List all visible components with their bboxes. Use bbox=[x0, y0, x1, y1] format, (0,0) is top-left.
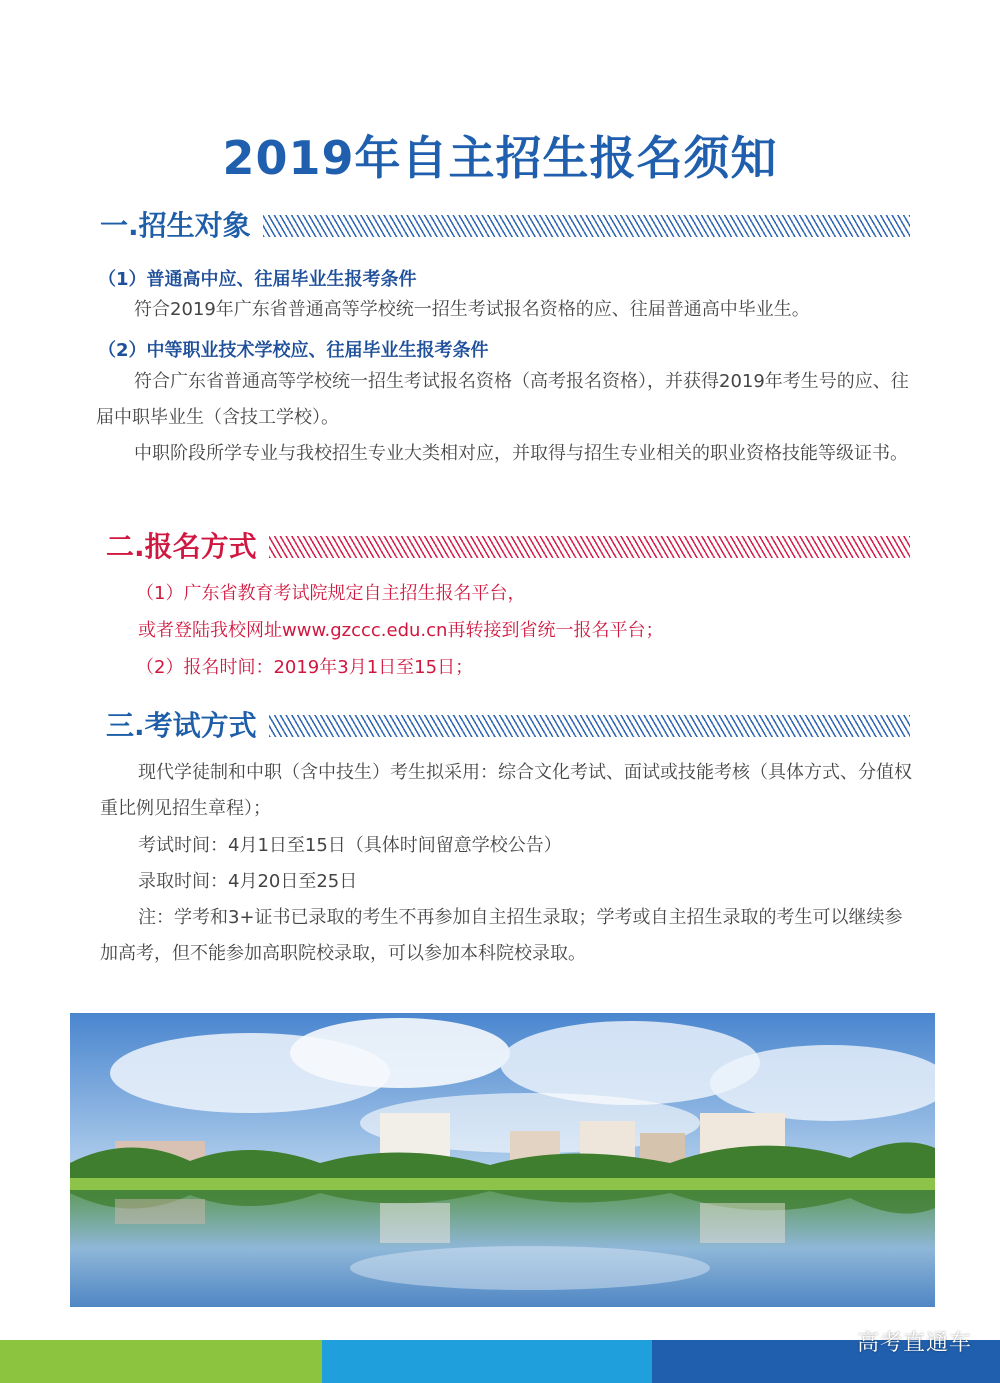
footer-green-segment bbox=[0, 1340, 322, 1383]
heading-hatch-decoration bbox=[269, 536, 910, 558]
watermark-text: 高考直通车 bbox=[856, 1331, 972, 1356]
section-heading-exam-method bbox=[106, 706, 910, 746]
exam-time-line: 考试时间：4月1日至15日（具体时间留意学校公告） bbox=[138, 835, 562, 856]
section-heading-label: 二.报名方式 bbox=[106, 530, 257, 563]
page-title: 2019年自主招生报名须知 bbox=[222, 131, 778, 185]
admission-time-line: 录取时间：4月20日至25日 bbox=[138, 871, 358, 892]
paragraph-vocational-condition: 符合广东省普通高等学校统一招生考试报名资格（高考报名资格），并获得2019年考生号的应、往届中职毕业生（含技工学校）。 bbox=[96, 371, 909, 428]
registration-time-line: （2）报名时间：2019年3月1日至15日； bbox=[136, 657, 474, 678]
section-heading-label: 一.招生对象 bbox=[100, 209, 251, 242]
paragraph-vocational-major: 中职阶段所学专业与我校招生专业大类相对应，并取得与招生专业相关的职业资格技能等级证书。 bbox=[134, 443, 908, 464]
registration-website-line: 或者登陆我校网址www.gzccc.edu.cn再转接到省统一报名平台； bbox=[138, 620, 664, 641]
subsection-title-high-school: （1）普通高中应、往届毕业生报考条件 bbox=[98, 269, 417, 290]
registration-platform-line: （1）广东省教育考试院规定自主招生报名平台， bbox=[136, 583, 526, 604]
section-heading-registration-method bbox=[106, 527, 910, 567]
footer-color-bar bbox=[0, 1340, 1000, 1383]
heading-hatch-decoration bbox=[269, 715, 910, 737]
heading-hatch-decoration bbox=[263, 215, 910, 237]
paragraph-exam-method: 现代学徒制和中职（含中技生）考生拟采用：综合文化考试、面试或技能考核（具体方式、分值权重比例见招生章程）； bbox=[100, 762, 912, 819]
section-heading-label: 三.考试方式 bbox=[106, 709, 257, 742]
paragraph-high-school-condition: 符合2019年广东省普通高等学校统一招生考试报名资格的应、往届普通高中毕业生。 bbox=[134, 299, 810, 320]
paragraph-note: 注：学考和3+证书已录取的考生不再参加自主招生录取；学考或自主招生录取的考生可以继续参加高考，但不能参加高职院校录取，可以参加本科院校录取。 bbox=[100, 907, 903, 964]
campus-lake-photo bbox=[70, 1013, 935, 1307]
footer-cyan-segment bbox=[322, 1340, 652, 1383]
subsection-title-vocational: （2）中等职业技术学校应、往届毕业生报考条件 bbox=[98, 340, 489, 361]
campus-lake-illustration bbox=[70, 1013, 935, 1307]
section-heading-enrollment-targets bbox=[100, 206, 910, 246]
